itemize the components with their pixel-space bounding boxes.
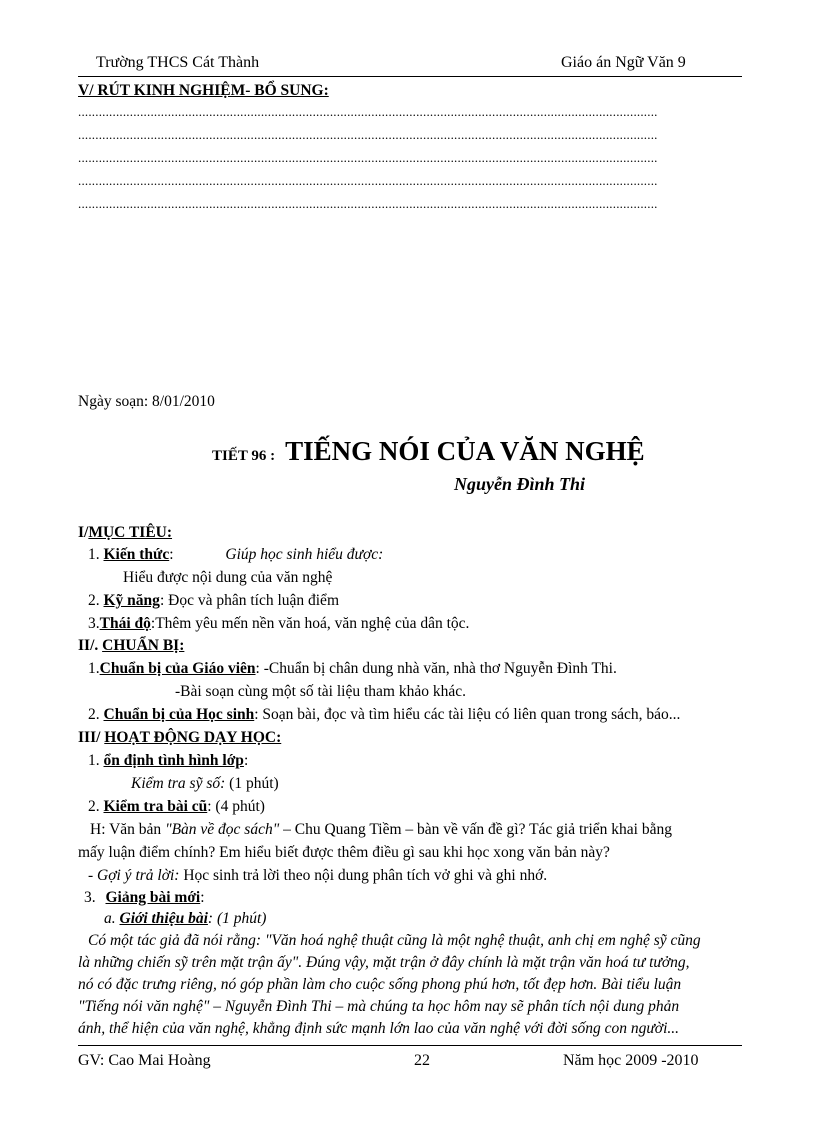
answer-content: Học sinh trả lời theo nội dung phân tích vở ghi và ghi nhớ. [179, 867, 548, 884]
attendance-check [131, 775, 279, 793]
newlesson-num: 3. [84, 889, 96, 906]
objective-knowledge: 1. Kiến thức: Giúp học sinh hiểu được: [88, 546, 384, 563]
intro-heading [104, 910, 266, 928]
attitude-label: Thái độ [99, 615, 151, 632]
activity-oldlesson [88, 798, 265, 816]
prep-student [88, 706, 680, 724]
skills-label: Kỹ năng [103, 592, 160, 609]
header-school: Trường THCS Cát Thành [96, 54, 260, 71]
answer-label: - Gợi ý trả lời: [88, 867, 180, 884]
objectives-heading [78, 524, 172, 542]
intro-time: : (1 phút) [207, 910, 267, 927]
attitude-num: 3. [88, 615, 100, 632]
knowledge-content: Hiểu được nội dung của văn nghệ [123, 569, 333, 586]
intro-paragraph-line: Có một tác giả đã nói rằng: "Văn hoá nghệ thuật cũng là một nghệ thuật, anh chị em nghệ sỹ cũng [88, 932, 701, 949]
activities-heading-num: III/ [78, 729, 101, 746]
question-prefix: H: Văn bản [90, 821, 166, 838]
preparation-date: Ngày soạn: 8/01/2010 [78, 393, 215, 410]
dotted-line: ........................................................................................................................................................................ [78, 104, 658, 119]
intro-label: Giới thiệu bài [119, 910, 208, 927]
header-subject: Giáo án Ngữ Văn 9 [561, 54, 686, 71]
knowledge-num: 1. [88, 546, 100, 563]
footer-page-number: 22 [414, 1052, 430, 1069]
prep-teacher [88, 660, 617, 678]
preparation-heading [78, 637, 184, 655]
prep-student-num: 2. [88, 706, 100, 723]
attendance-label: Kiểm tra sỹ số: [131, 775, 226, 792]
intro-paragraph-line: "Tiếng nói văn nghệ" – Nguyễn Đình Thi – mà chúng ta học hôm nay sẽ phân tích nội dung phản [78, 998, 680, 1015]
intro-letter: a. [104, 910, 116, 927]
dotted-line: ........................................................................................................................................................................ [78, 150, 658, 165]
objectives-heading-num: I/ [78, 524, 89, 541]
oldlesson-label: Kiểm tra bài cũ [103, 798, 208, 815]
preparation-heading-num: II/. [78, 637, 99, 654]
activities-heading-text: HOẠT ĐỘNG DẠY HỌC: [104, 729, 282, 746]
activity-stabilize [88, 752, 248, 770]
footer-teacher: GV: Cao Mai Hoàng [78, 1052, 211, 1069]
lesson-title-row [212, 436, 645, 467]
objectives-heading-text: MỤC TIÊU: [88, 524, 173, 541]
objective-skills [88, 592, 339, 610]
lesson-title: TIẾNG NÓI CỦA VĂN NGHỆ [285, 436, 645, 466]
lesson-period: TIẾT 96 : [212, 448, 276, 464]
intro-paragraph-line: ánh, thể hiện của văn nghệ, khẳng định sức mạnh lớn lao của văn nghệ với đời sống con người... [78, 1020, 680, 1037]
prep-teacher-num: 1. [88, 660, 100, 677]
preparation-heading-text: CHUẨN BỊ: [102, 637, 185, 654]
prep-student-content: : Soạn bài, đọc và tìm hiểu các tài liệu có liên quan trong sách, báo... [254, 706, 681, 723]
footer-school-year: Năm học 2009 -2010 [563, 1052, 699, 1069]
prep-student-label: Chuẩn bị của Học sinh [103, 706, 255, 723]
question-line1 [90, 821, 672, 839]
skills-content: : Đọc và phân tích luận điểm [159, 592, 339, 609]
footer-divider [78, 1045, 742, 1046]
dotted-line: ........................................................................................................................................................................ [78, 127, 658, 142]
attendance-time: (1 phút) [225, 775, 279, 792]
dotted-line: ........................................................................................................................................................................ [78, 173, 658, 188]
prep-teacher-line1: : -Chuẩn bị chân dung nhà văn, nhà thơ Nguyễn Đình Thi. [255, 660, 617, 677]
newlesson-label: Giảng bài mới [105, 889, 201, 906]
intro-paragraph-line: nó có đặc trưng riêng, nó góp phần làm cho cuộc sống phong phú hơn, tốt đẹp hơn. Bài tiểu luận [78, 976, 682, 993]
oldlesson-num: 2. [88, 798, 100, 815]
skills-num: 2. [88, 592, 100, 609]
prep-teacher-label: Chuẩn bị của Giáo viên [99, 660, 256, 677]
stabilize-label: ổn định tình hình lớp [103, 752, 244, 769]
prep-teacher-line2: -Bài soạn cùng một số tài liệu tham khảo khác. [175, 683, 466, 700]
header-divider [78, 76, 742, 77]
oldlesson-time: : (4 phút) [207, 798, 265, 815]
lesson-author: Nguyễn Đình Thi [454, 474, 586, 494]
stabilize-colon: : [243, 752, 249, 769]
objective-attitude [88, 615, 469, 633]
question-title: "Bàn về đọc sách" [165, 821, 280, 838]
answer-hint [88, 867, 547, 885]
activity-newlesson [84, 889, 205, 907]
stabilize-num: 1. [88, 752, 100, 769]
dotted-line: ........................................................................................................................................................................ [78, 196, 658, 211]
attitude-content: :Thêm yêu mến nền văn hoá, văn nghệ của dân tộc. [150, 615, 470, 632]
activities-heading [78, 729, 281, 747]
question-line2: mấy luận điểm chính? Em hiểu biết được thêm điều gì sau khi học xong văn bản này? [78, 844, 610, 861]
newlesson-colon: : [200, 889, 205, 906]
review-heading: V/ RÚT KINH NGHIỆM- BỔ SUNG: [78, 82, 329, 99]
knowledge-label: Kiến thức [103, 546, 170, 563]
knowledge-intro: Giúp học sinh hiểu được: [225, 546, 384, 563]
intro-paragraph-line: là những chiến sỹ trên mặt trận ấy". Đúng vậy, mặt trận ở đây chính là mặt trận văn hoá tư tưởng, [78, 954, 690, 971]
question-rest: – Chu Quang Tiềm – bàn về vấn đề gì? Tác giả triển khai bằng [279, 821, 672, 838]
